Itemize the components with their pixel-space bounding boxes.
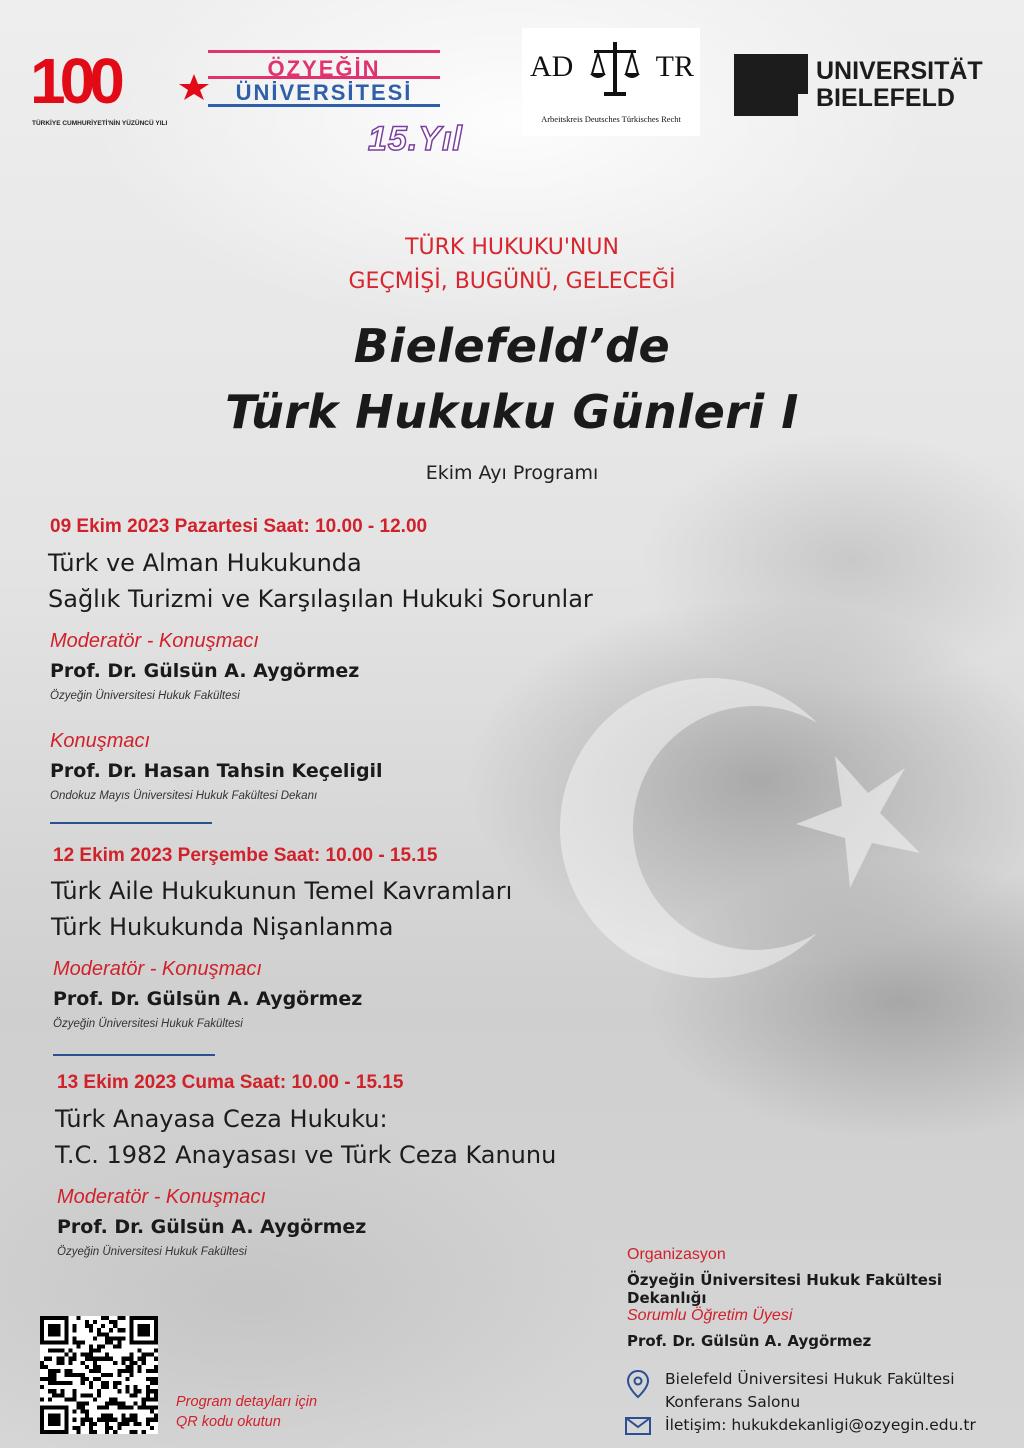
session-2-date: 12 Ekim 2023 Perşembe Saat: 10.00 - 15.15: [53, 845, 438, 866]
kicker-line1: TÜRK HUKUKU'NUN: [405, 235, 619, 260]
bielefeld-line1: UNIVERSITÄT: [816, 57, 983, 85]
qr-code[interactable]: [40, 1316, 158, 1434]
centennial-caption: TÜRKİYE CUMHURİYETİ'NİN YÜZÜNCÜ YILI: [32, 120, 168, 127]
session-3-topic-line2: T.C. 1982 Anayasası ve Türk Ceza Kanunu: [55, 1141, 557, 1169]
bielefeld-logo: [734, 54, 994, 116]
crescent-star-icon: [156, 54, 216, 114]
faculty-value: Prof. Dr. Gülsün A. Aygörmez: [627, 1332, 872, 1350]
ozyegin-line2: ÜNİVERSİTESİ: [235, 80, 413, 105]
contact-email[interactable]: İletişim: hukukdekanligi@ozyegin.edu.tr: [665, 1416, 976, 1434]
session-2-topic-line2: Türk Hukukunda Nişanlanma: [51, 913, 394, 941]
organization-value: Özyeğin Üniversitesi Hukuk Fakültesi Dekanlığı: [627, 1271, 943, 1307]
session-2-speaker-1-name: Prof. Dr. Gülsün A. Aygörmez: [53, 988, 363, 1010]
adtr-logo: [522, 28, 700, 136]
kicker-line2: GEÇMİŞİ, BUGÜNÜ, GELECEĞİ: [348, 269, 676, 294]
session-2-speaker-1-affiliation: Özyeğin Üniversitesi Hukuk Fakültesi: [53, 1018, 243, 1030]
session-3-topic-line1: Türk Anayasa Ceza Hukuku:: [55, 1105, 388, 1133]
session-2-speaker-1-role: Moderatör - Konuşmacı: [53, 958, 262, 980]
session-1-speaker-2-name: Prof. Dr. Hasan Tahsin Keçeligil: [50, 760, 383, 782]
adtr-left-text: AD: [530, 50, 574, 83]
session-3-speaker-1-role: Moderatör - Konuşmacı: [57, 1186, 266, 1208]
location-line2: Konferans Salonu: [665, 1393, 801, 1411]
page-title-line2: Türk Hukuku Günleri I: [225, 385, 799, 439]
organization-label: Organizasyon: [627, 1246, 726, 1263]
location-pin-icon: [626, 1369, 650, 1399]
page-title-line1: Bielefeld’de: [353, 319, 671, 373]
adtr-right-text: TR: [655, 50, 694, 83]
scales-of-justice-icon: [590, 38, 640, 100]
ozyegin-line1: ÖZYEĞİN: [267, 56, 381, 81]
crescent-star-watermark: [560, 648, 920, 1008]
session-1-topic-line2: Sağlık Turizmi ve Karşılaşılan Hukuki Sorunlar: [48, 585, 593, 613]
session-1-speaker-1-name: Prof. Dr. Gülsün A. Aygörmez: [50, 660, 360, 682]
qr-note: [176, 1392, 317, 1432]
session-3-speaker-1-affiliation: Özyeğin Üniversitesi Hukuk Fakültesi: [57, 1246, 247, 1258]
section-divider: [53, 1054, 215, 1056]
program-subtitle: Ekim Ayı Programı: [425, 462, 599, 484]
session-1-topic-line1: Türk ve Alman Hukukunda: [48, 549, 362, 577]
session-1-speaker-1-role: Moderatör - Konuşmacı: [50, 630, 259, 652]
centennial-logo: [30, 46, 200, 136]
location-line1: Bielefeld Üniversitesi Hukuk Fakültesi: [665, 1370, 955, 1388]
ozyegin-logo: [208, 44, 463, 160]
adtr-subtitle: Arbeitskreis Deutsches Türkisches Recht: [541, 114, 681, 124]
session-1-speaker-2-role: Konuşmacı: [50, 730, 151, 752]
session-2-topic-line1: Türk Aile Hukukunun Temel Kavramları: [51, 877, 513, 905]
session-1-date: 09 Ekim 2023 Pazartesi Saat: 10.00 - 12.00: [50, 516, 428, 537]
qr-note-line1: Program detayları için: [176, 1394, 318, 1410]
session-1-speaker-2-affiliation: Ondokuz Mayıs Üniversitesi Hukuk Fakültesi Dekanı: [50, 790, 318, 802]
envelope-icon: [625, 1417, 651, 1435]
faculty-label: Sorumlu Öğretim Üyesi: [627, 1307, 793, 1324]
qr-note-line2: QR kodu okutun: [176, 1414, 281, 1430]
session-3-date: 13 Ekim 2023 Cuma Saat: 10.00 - 15.15: [57, 1072, 404, 1093]
anniversary-label: 15.Yıl: [368, 120, 463, 158]
centennial-number: 100: [30, 45, 119, 117]
bielefeld-line2: BIELEFELD: [816, 84, 955, 112]
section-divider: [50, 822, 212, 824]
session-3-speaker-1-name: Prof. Dr. Gülsün A. Aygörmez: [57, 1216, 367, 1238]
session-1-speaker-1-affiliation: Özyeğin Üniversitesi Hukuk Fakültesi: [50, 690, 240, 702]
